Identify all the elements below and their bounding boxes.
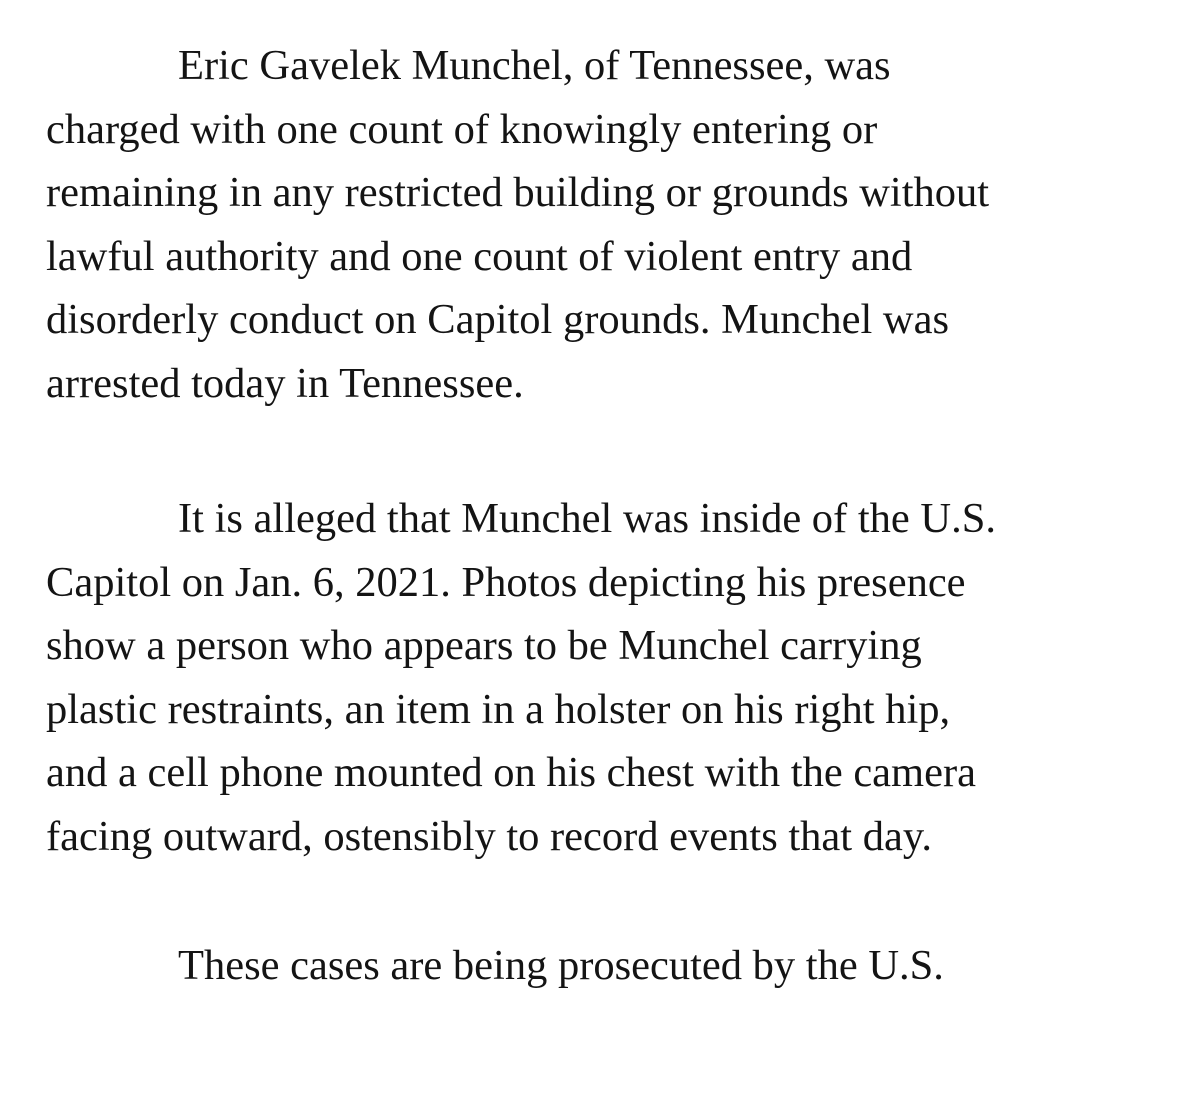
paragraph-charges	[46, 34, 1196, 415]
text-line: facing outward, ostensibly to record events that day.	[46, 812, 932, 860]
text-line: charged with one count of knowingly entering or	[46, 105, 878, 153]
text-line: lawful authority and one count of violent entry and	[46, 232, 913, 280]
document-body	[46, 34, 1196, 998]
text-line: These cases are being prosecuted by the U.S.	[178, 942, 944, 989]
text-line: plastic restraints, an item in a holster on his right hip,	[46, 685, 951, 733]
text-line: and a cell phone mounted on his chest with the camera	[46, 749, 976, 796]
text-line: remaining in any restricted building or grounds without	[46, 169, 990, 216]
text-line: Capitol on Jan. 6, 2021. Photos depicting his presence	[46, 558, 966, 606]
text-line: disorderly conduct on Capitol grounds. Munchel was	[46, 296, 949, 343]
paragraph-prosecution	[46, 934, 1196, 998]
text-line: show a person who appears to be Munchel carrying	[46, 622, 922, 669]
text-line: Eric Gavelek Munchel, of Tennessee, was	[178, 42, 891, 89]
text-line: It is alleged that Munchel was inside of the U.S.	[178, 495, 996, 542]
text-line: arrested today in Tennessee.	[46, 359, 524, 407]
paragraph-allegations	[46, 487, 1196, 868]
